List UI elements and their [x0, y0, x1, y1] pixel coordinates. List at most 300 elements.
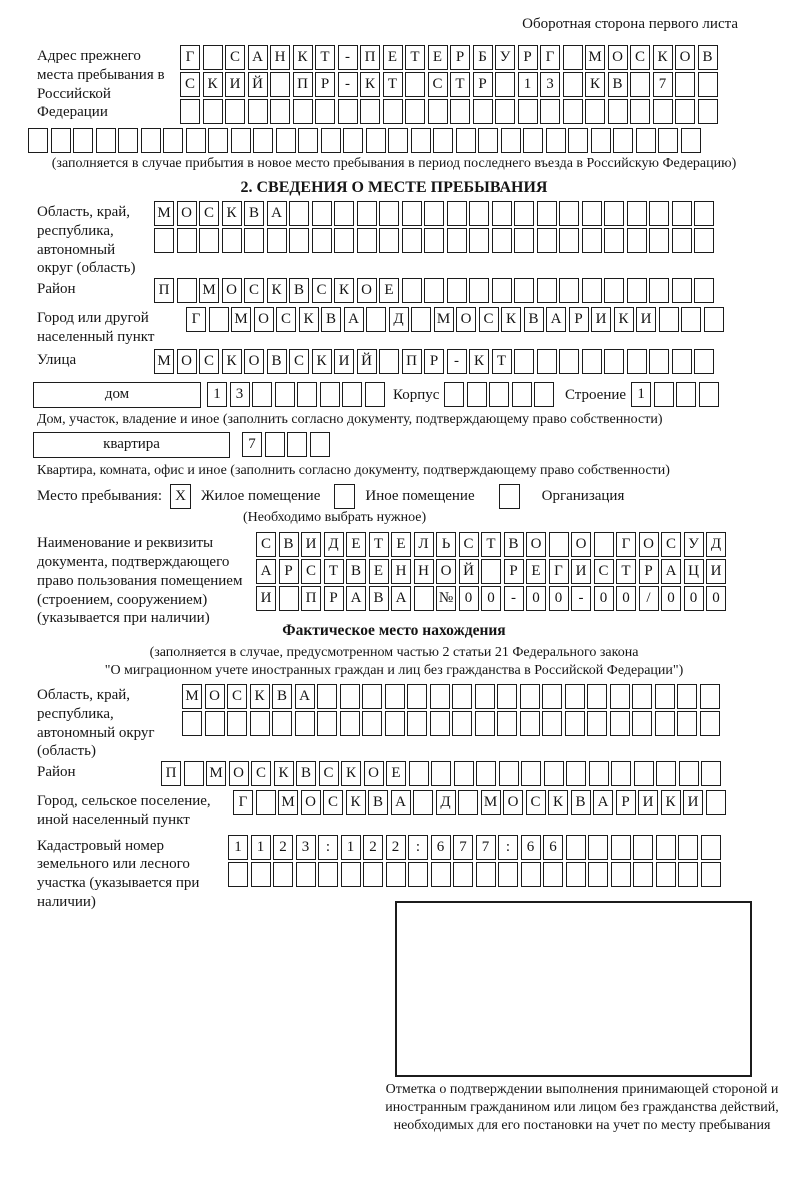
- char-cell: Е: [383, 45, 403, 70]
- char-cell: [604, 201, 624, 226]
- char-cell: М: [231, 307, 251, 332]
- stay-type-checkbox-org: [499, 484, 520, 509]
- char-cell: Р: [450, 45, 470, 70]
- char-cell: 0: [526, 586, 546, 611]
- char-cell: Е: [346, 532, 366, 557]
- char-cell: К: [346, 790, 366, 815]
- char-cell: [677, 684, 697, 709]
- char-cell: [297, 382, 317, 407]
- char-cell: Р: [473, 72, 493, 97]
- char-cell: Н: [270, 45, 290, 70]
- char-cell: Т: [405, 45, 425, 70]
- char-cell: [627, 278, 647, 303]
- char-cell: В: [289, 278, 309, 303]
- char-cell: [627, 349, 647, 374]
- char-cell: [318, 862, 338, 887]
- char-cell: М: [481, 790, 501, 815]
- char-cell: О: [244, 349, 264, 374]
- char-cell: К: [585, 72, 605, 97]
- char-cell: [342, 382, 362, 407]
- char-cell: 3: [540, 72, 560, 97]
- char-cell: О: [357, 278, 377, 303]
- char-cell: [701, 862, 721, 887]
- city-label: Город или другой населенный пункт: [37, 310, 155, 345]
- char-cell: [270, 72, 290, 97]
- char-cell: 0: [661, 586, 681, 611]
- doc-grid-row-3: [256, 586, 729, 611]
- region-row: [28, 201, 760, 278]
- char-cell: О: [222, 278, 242, 303]
- char-cell: [454, 761, 474, 786]
- char-cell: :: [408, 835, 428, 860]
- char-cell: Г: [180, 45, 200, 70]
- char-cell: [383, 99, 403, 124]
- char-cell: [315, 99, 335, 124]
- char-cell: [537, 349, 557, 374]
- doc-grid: [256, 532, 729, 613]
- char-cell: К: [203, 72, 223, 97]
- char-cell: [407, 684, 427, 709]
- char-cell: [514, 278, 534, 303]
- char-cell: [405, 99, 425, 124]
- char-cell: С: [661, 532, 681, 557]
- prev-address-grid-row-3: [180, 99, 720, 124]
- char-cell: [222, 228, 242, 253]
- stay-type-checkbox-zhiloe: X: [170, 484, 191, 509]
- char-cell: С: [289, 349, 309, 374]
- char-cell: [184, 761, 204, 786]
- char-cell: [521, 862, 541, 887]
- house-grid: [207, 382, 387, 407]
- char-cell: [611, 761, 631, 786]
- char-cell: [495, 72, 515, 97]
- char-cell: [608, 99, 628, 124]
- char-cell: [656, 835, 676, 860]
- char-cell: К: [653, 45, 673, 70]
- char-cell: А: [248, 45, 268, 70]
- char-cell: В: [504, 532, 524, 557]
- section2-title: 2. СВЕДЕНИЯ О МЕСТЕ ПРЕБЫВАНИЯ: [240, 179, 548, 197]
- char-cell: [701, 761, 721, 786]
- char-cell: [430, 684, 450, 709]
- char-cell: Т: [383, 72, 403, 97]
- apartment-grid: [242, 432, 332, 457]
- char-cell: Д: [389, 307, 409, 332]
- char-cell: У: [684, 532, 704, 557]
- char-cell: [518, 99, 538, 124]
- doc-label: Наименование и реквизиты документа, подтверждающего право пользования помещением (строением, сооружением) (указывается при наличии): [37, 535, 243, 627]
- char-cell: [514, 201, 534, 226]
- char-cell: А: [256, 559, 276, 584]
- char-cell: [677, 711, 697, 736]
- char-cell: [604, 349, 624, 374]
- char-cell: [317, 684, 337, 709]
- char-cell: В: [608, 72, 628, 97]
- region-grid: [154, 201, 717, 255]
- char-cell: [385, 684, 405, 709]
- char-cell: И: [301, 532, 321, 557]
- char-cell: [537, 201, 557, 226]
- char-cell: 1: [518, 72, 538, 97]
- char-cell: Р: [518, 45, 538, 70]
- char-cell: [363, 862, 383, 887]
- char-cell: О: [177, 349, 197, 374]
- char-cell: В: [368, 790, 388, 815]
- char-cell: М: [154, 349, 174, 374]
- char-cell: М: [278, 790, 298, 815]
- cadastre-grid: [228, 835, 723, 889]
- char-cell: Н: [414, 559, 434, 584]
- char-cell: [633, 835, 653, 860]
- char-cell: [379, 201, 399, 226]
- char-cell: [310, 432, 330, 457]
- char-cell: О: [503, 790, 523, 815]
- char-cell: И: [706, 559, 726, 584]
- char-cell: В: [296, 761, 316, 786]
- city-row: [28, 307, 760, 347]
- char-cell: [428, 99, 448, 124]
- char-cell: И: [683, 790, 703, 815]
- char-cell: :: [318, 835, 338, 860]
- char-cell: К: [267, 278, 287, 303]
- char-cell: [492, 228, 512, 253]
- char-cell: [588, 862, 608, 887]
- char-cell: [497, 684, 517, 709]
- char-cell: [587, 684, 607, 709]
- char-cell: 1: [631, 382, 651, 407]
- char-cell: [447, 228, 467, 253]
- char-cell: С: [251, 761, 271, 786]
- char-cell: О: [608, 45, 628, 70]
- char-cell: [287, 432, 307, 457]
- char-cell: [559, 201, 579, 226]
- char-cell: 2: [273, 835, 293, 860]
- prev-address-row: [28, 45, 760, 126]
- korpus-label: Корпус: [393, 386, 440, 403]
- char-cell: А: [546, 307, 566, 332]
- char-cell: [653, 99, 673, 124]
- char-cell: [627, 201, 647, 226]
- char-cell: К: [334, 278, 354, 303]
- char-cell: [563, 72, 583, 97]
- char-cell: [293, 99, 313, 124]
- char-cell: О: [675, 45, 695, 70]
- char-cell: [424, 278, 444, 303]
- char-cell: [610, 684, 630, 709]
- char-cell: [411, 307, 431, 332]
- char-cell: О: [571, 532, 591, 557]
- char-cell: [676, 382, 696, 407]
- char-cell: Р: [279, 559, 299, 584]
- stay-type-option-org: Организация: [541, 488, 625, 505]
- char-cell: В: [279, 532, 299, 557]
- char-cell: И: [638, 790, 658, 815]
- actual-region-grid-row-1: [182, 684, 722, 709]
- char-cell: О: [456, 307, 476, 332]
- char-cell: [408, 862, 428, 887]
- char-cell: -: [338, 45, 358, 70]
- char-cell: [585, 99, 605, 124]
- char-cell: [385, 711, 405, 736]
- char-cell: [96, 128, 116, 153]
- char-cell: Р: [639, 559, 659, 584]
- char-cell: [469, 201, 489, 226]
- city-grid: [186, 307, 726, 332]
- char-cell: И: [591, 307, 611, 332]
- char-cell: [649, 228, 669, 253]
- char-cell: К: [501, 307, 521, 332]
- char-cell: Е: [391, 532, 411, 557]
- char-cell: 1: [228, 835, 248, 860]
- house-row: [28, 382, 760, 409]
- char-cell: [357, 228, 377, 253]
- char-cell: Т: [481, 532, 501, 557]
- prev-address-grid: [180, 45, 720, 126]
- char-cell: 3: [296, 835, 316, 860]
- char-cell: [341, 862, 361, 887]
- char-cell: 0: [481, 586, 501, 611]
- street-grid: [154, 349, 717, 374]
- char-cell: [272, 711, 292, 736]
- char-cell: [534, 382, 554, 407]
- char-cell: [588, 835, 608, 860]
- char-cell: /: [639, 586, 659, 611]
- char-cell: Е: [526, 559, 546, 584]
- char-cell: [177, 278, 197, 303]
- corner-note: Оборотная сторона первого листа: [522, 16, 738, 32]
- char-cell: С: [323, 790, 343, 815]
- char-cell: [244, 228, 264, 253]
- char-cell: [582, 278, 602, 303]
- char-cell: [706, 790, 726, 815]
- char-cell: [694, 349, 714, 374]
- char-cell: [655, 684, 675, 709]
- char-cell: [402, 278, 422, 303]
- char-cell: 1: [251, 835, 271, 860]
- char-cell: Е: [428, 45, 448, 70]
- actual-city-grid: [233, 790, 728, 815]
- stay-type-label: Место пребывания:: [37, 488, 162, 505]
- char-cell: [566, 761, 586, 786]
- char-cell: О: [639, 532, 659, 557]
- district-label: Район: [37, 281, 76, 298]
- char-cell: [630, 99, 650, 124]
- char-cell: К: [469, 349, 489, 374]
- house-label-box: дом: [33, 382, 201, 408]
- char-cell: [546, 128, 566, 153]
- char-cell: Г: [540, 45, 560, 70]
- prev-address-label: Адрес прежнего места пребывания в Российской Федерации: [37, 48, 165, 121]
- char-cell: К: [661, 790, 681, 815]
- char-cell: [447, 278, 467, 303]
- char-cell: О: [436, 559, 456, 584]
- char-cell: [366, 128, 386, 153]
- char-cell: [549, 532, 569, 557]
- char-cell: Е: [386, 761, 406, 786]
- cadastre-label: Кадастровый номер земельного или лесного участка (указывается при наличии): [37, 837, 200, 910]
- char-cell: В: [346, 559, 366, 584]
- char-cell: Д: [436, 790, 456, 815]
- char-cell: [495, 99, 515, 124]
- char-cell: [498, 862, 518, 887]
- char-cell: [275, 382, 295, 407]
- char-cell: Л: [414, 532, 434, 557]
- char-cell: Е: [369, 559, 389, 584]
- char-cell: [253, 128, 273, 153]
- char-cell: [362, 711, 382, 736]
- char-cell: [340, 684, 360, 709]
- char-cell: Р: [569, 307, 589, 332]
- char-cell: [659, 307, 679, 332]
- actual-note-1: (заполняется в случае, предусмотренном частью 2 статьи 21 Федерального закона: [149, 644, 639, 660]
- char-cell: П: [154, 278, 174, 303]
- char-cell: [604, 228, 624, 253]
- char-cell: [675, 72, 695, 97]
- char-cell: 0: [616, 586, 636, 611]
- char-cell: [248, 99, 268, 124]
- char-cell: [559, 349, 579, 374]
- char-cell: [699, 382, 719, 407]
- char-cell: [321, 128, 341, 153]
- char-cell: [698, 72, 718, 97]
- char-cell: [431, 862, 451, 887]
- char-cell: С: [630, 45, 650, 70]
- char-cell: Т: [492, 349, 512, 374]
- char-cell: [632, 711, 652, 736]
- char-cell: [568, 128, 588, 153]
- doc-grid-row-1: [256, 532, 729, 557]
- char-cell: И: [334, 349, 354, 374]
- char-cell: И: [256, 586, 276, 611]
- char-cell: С: [428, 72, 448, 97]
- char-cell: 0: [594, 586, 614, 611]
- char-cell: [473, 99, 493, 124]
- actual-region-row: [28, 684, 760, 761]
- char-cell: Р: [315, 72, 335, 97]
- char-cell: [611, 835, 631, 860]
- char-cell: [73, 128, 93, 153]
- char-cell: Ц: [684, 559, 704, 584]
- char-cell: В: [267, 349, 287, 374]
- cadastre-grid-row-1: [228, 835, 723, 860]
- char-cell: С: [227, 684, 247, 709]
- char-cell: [227, 711, 247, 736]
- char-cell: [521, 761, 541, 786]
- char-cell: [604, 278, 624, 303]
- char-cell: [563, 99, 583, 124]
- char-cell: [208, 128, 228, 153]
- actual-region-grid-row-2: [182, 711, 722, 736]
- char-cell: [563, 45, 583, 70]
- char-cell: И: [225, 72, 245, 97]
- char-cell: [499, 761, 519, 786]
- char-cell: [295, 711, 315, 736]
- char-cell: 0: [459, 586, 479, 611]
- char-cell: С: [526, 790, 546, 815]
- char-cell: [492, 278, 512, 303]
- char-cell: [312, 228, 332, 253]
- char-cell: [343, 128, 363, 153]
- char-cell: [320, 382, 340, 407]
- char-cell: [180, 99, 200, 124]
- actual-region-grid: [182, 684, 722, 738]
- char-cell: [317, 711, 337, 736]
- char-cell: 7: [453, 835, 473, 860]
- char-cell: [694, 201, 714, 226]
- char-cell: [559, 278, 579, 303]
- char-cell: [433, 128, 453, 153]
- char-cell: [475, 684, 495, 709]
- char-cell: [186, 128, 206, 153]
- char-cell: 1: [341, 835, 361, 860]
- char-cell: [492, 201, 512, 226]
- char-cell: М: [199, 278, 219, 303]
- char-cell: [388, 128, 408, 153]
- char-cell: [413, 790, 433, 815]
- cadastre-grid-row-2: [228, 862, 723, 887]
- char-cell: С: [225, 45, 245, 70]
- char-cell: [469, 228, 489, 253]
- stamp-box: [395, 901, 752, 1077]
- char-cell: [694, 228, 714, 253]
- char-cell: [453, 862, 473, 887]
- char-cell: А: [391, 790, 411, 815]
- char-cell: К: [222, 349, 242, 374]
- char-cell: №: [436, 586, 456, 611]
- char-cell: [613, 128, 633, 153]
- actual-note-2: "О миграционном учете иностранных граждан и лиц без гражданства в Российской Федерации"): [104, 662, 684, 678]
- char-cell: [251, 862, 271, 887]
- char-cell: [450, 99, 470, 124]
- char-cell: Д: [706, 532, 726, 557]
- char-cell: С: [256, 532, 276, 557]
- char-cell: [658, 128, 678, 153]
- char-cell: А: [344, 307, 364, 332]
- char-cell: [681, 307, 701, 332]
- char-cell: [701, 835, 721, 860]
- char-cell: [476, 862, 496, 887]
- char-cell: 2: [363, 835, 383, 860]
- char-cell: [430, 711, 450, 736]
- char-cell: В: [571, 790, 591, 815]
- char-cell: [452, 684, 472, 709]
- char-cell: [276, 128, 296, 153]
- char-cell: 3: [230, 382, 250, 407]
- char-cell: [537, 278, 557, 303]
- char-cell: [334, 201, 354, 226]
- prev-address-grid-row-1: [180, 45, 720, 70]
- actual-district-label: Район: [37, 764, 76, 780]
- char-cell: Т: [324, 559, 344, 584]
- char-cell: [366, 307, 386, 332]
- char-cell: А: [593, 790, 613, 815]
- char-cell: 0: [706, 586, 726, 611]
- char-cell: А: [267, 201, 287, 226]
- char-cell: [672, 278, 692, 303]
- char-cell: М: [182, 684, 202, 709]
- char-cell: [386, 862, 406, 887]
- char-cell: О: [364, 761, 384, 786]
- char-cell: П: [293, 72, 313, 97]
- char-cell: [478, 128, 498, 153]
- char-cell: [636, 128, 656, 153]
- district-row: [28, 278, 760, 305]
- char-cell: [594, 532, 614, 557]
- char-cell: [672, 349, 692, 374]
- char-cell: [542, 711, 562, 736]
- char-cell: [514, 228, 534, 253]
- korpus-grid: [444, 382, 557, 407]
